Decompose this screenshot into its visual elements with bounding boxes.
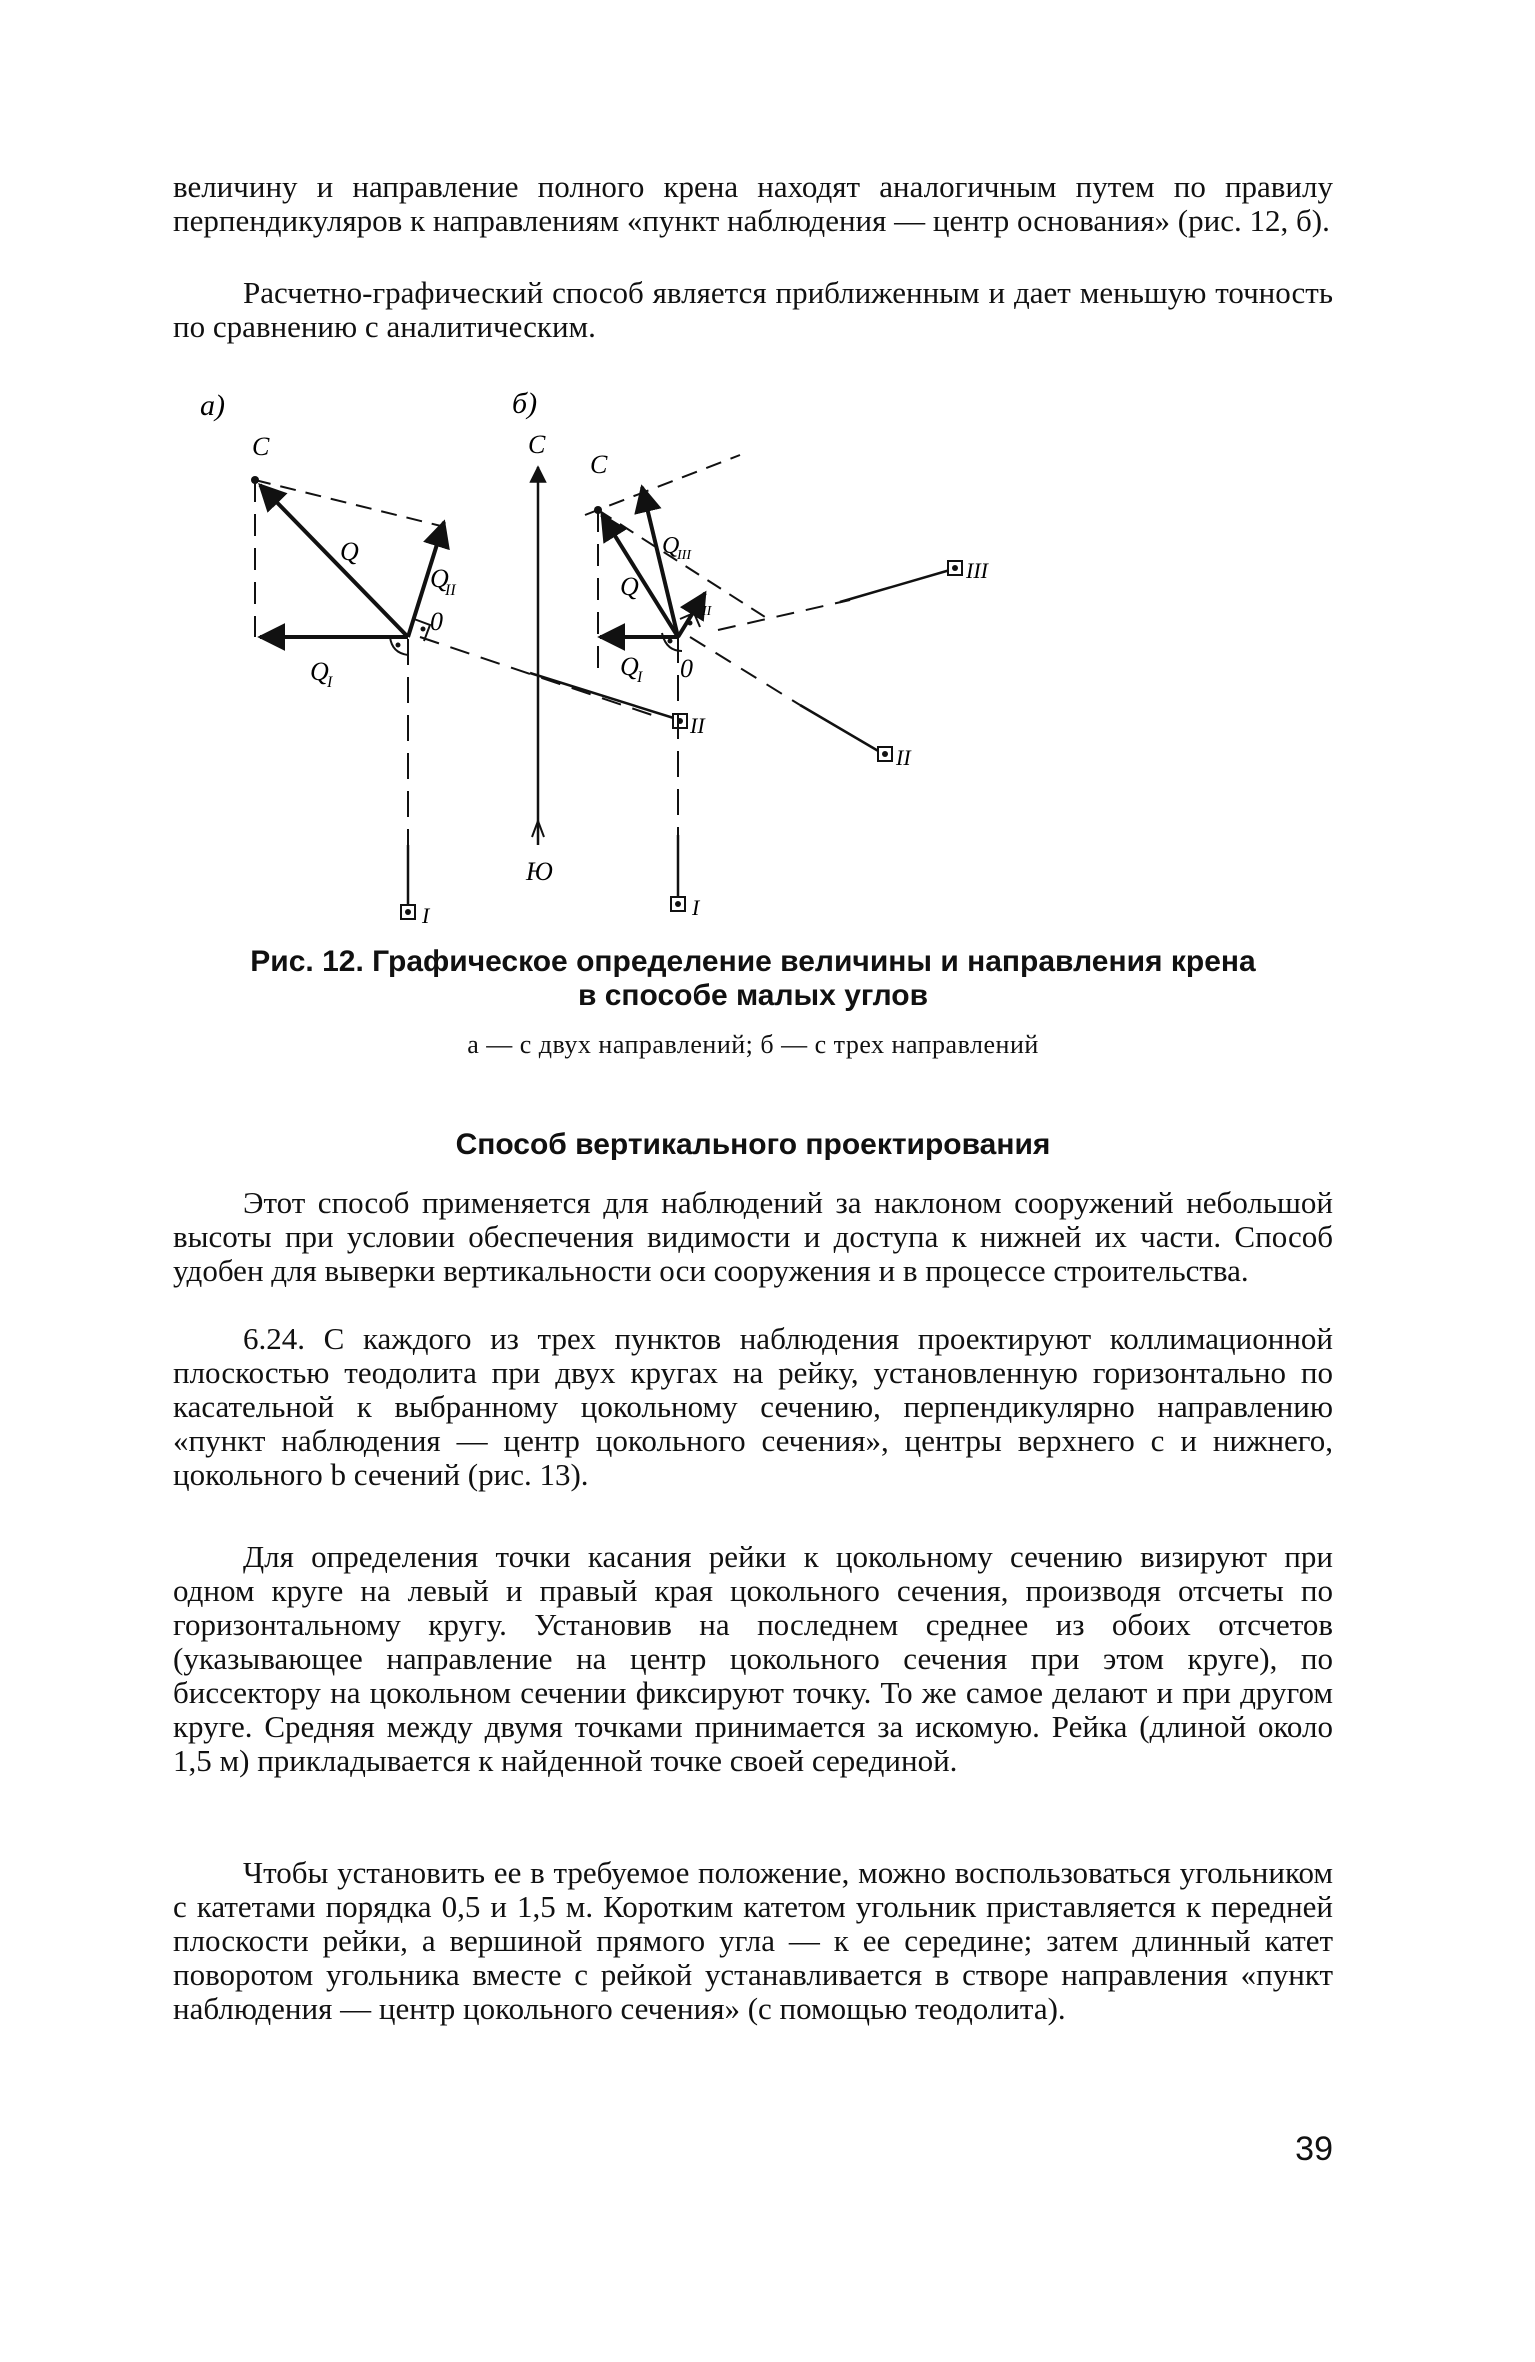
panel-b-label: б) — [512, 387, 538, 420]
vector-q1-label-b: Q — [620, 652, 639, 681]
vector-q1-sub: I — [327, 674, 333, 691]
vector-q-label-b: Q — [620, 572, 639, 601]
south-label: Ю — [526, 857, 553, 886]
panel-a-label: а) — [200, 389, 225, 422]
vector-q2-label: Q — [430, 564, 449, 593]
vector-q-label: Q — [340, 537, 359, 566]
origin-label: 0 — [430, 607, 443, 636]
page-number: 39 — [1295, 2130, 1333, 2168]
figure-caption-line-1: Рис. 12. Графическое определение величины и направления крена — [250, 945, 1256, 978]
paragraph-1: величину и направление полного крена находят аналогичным путем по правилу перпендикуляров к направлениям «пункт наблюдения — центр основания» (рис. 12, б). — [173, 169, 1333, 238]
paragraph-6: Чтобы установить ее в требуемое положение, можно воспользоваться угольником с катетами порядка 0,5 и 1,5 м. Коротким катетом угольник приставляется к передней плоскости рейки, а вершиной прямого угла — к ее середине; затем длинный катет поворотом угольника вместе с рейкой устанавливается в створе направления «пункт наблюдения — центр цокольного сечения» (с помощью теодолита). — [173, 1855, 1333, 2026]
dashed-to-station-3 — [718, 600, 850, 630]
north-label: С — [528, 430, 546, 459]
north-south-axis — [512, 387, 553, 886]
vector-q3-label-b: Q — [662, 533, 680, 559]
vector-q1-label: Q — [310, 657, 329, 686]
vector-q2-sub-b: II — [702, 604, 712, 619]
figure-caption-subtitle: а — с двух направлений; б — с трех направлений — [467, 1030, 1039, 1059]
vector-q — [260, 485, 408, 637]
dashed-top-perp — [585, 455, 740, 515]
figure-caption-title — [173, 945, 1333, 1013]
point-c-label: C — [252, 432, 270, 461]
station-2-label: II — [690, 713, 705, 738]
vector-q2-sub: II — [445, 582, 456, 599]
dashed-to-station-2b — [690, 637, 800, 705]
vector-q3-sub-b: III — [677, 548, 691, 563]
figure-panel-b — [585, 450, 990, 920]
paragraph-4: 6.24. С каждого из трех пунктов наблюдения проектируют коллимационной плоскостью теодолита при двух кругах на рейку, установленную горизонтально по касательной к выбранному цокольному сечению, перпендикулярно направлению «пункт наблюдения — центр цокольного сечения», центры верхнего c и нижнего, цокольного b сечений (рис. 13). — [173, 1321, 1333, 1492]
station-1-label: I — [422, 903, 430, 928]
figure-caption-line-2: в способе малых углов — [577, 979, 929, 1012]
paragraph-2: Расчетно-графический способ является приближенным и дает меньшую точность по сравнению с аналитическим. — [173, 275, 1333, 344]
paragraph-5: Для определения точки касания рейки к цокольному сечению визируют при одном круге на левый и правый края цокольного сечения, производя отсчеты по горизонтальному кругу. Установив на последнем среднее из обоих отсчетов (указывающее направление на центр цокольного сечения при этом круге), по биссектору на цокольном сечении фиксируют точку. То же самое делают и при другом круге. Средняя между двумя точками принимается за искомую. Рейка (длиной около 1,5 м) прикладывается к найденной точке своей серединой. — [173, 1539, 1333, 1778]
origin-label-b: 0 — [680, 654, 693, 683]
vector-q3-b — [642, 487, 678, 637]
solid-to-station-3 — [840, 570, 950, 602]
point-c-label-b: C — [590, 450, 608, 479]
station-2b-label: II — [896, 745, 911, 770]
station-3-label: III — [966, 558, 988, 583]
solid-to-station-2b — [800, 705, 880, 752]
paragraph-3: Этот способ применяется для наблюдений за наклоном сооружений небольшой высоты при условии обеспечения видимости и доступа к нижней их части. Способ удобен для выверки вертикальности оси сооружения и в процессе строительства. — [173, 1185, 1333, 1288]
solid-to-station-2 — [530, 673, 680, 720]
dashed-c-to-q2 — [255, 480, 445, 527]
figure-12 — [190, 375, 1350, 935]
section-heading: Способ вертикального проектирования — [455, 1128, 1051, 1161]
station-1b-label: I — [692, 895, 700, 920]
vector-q1-sub-b: I — [637, 669, 643, 686]
